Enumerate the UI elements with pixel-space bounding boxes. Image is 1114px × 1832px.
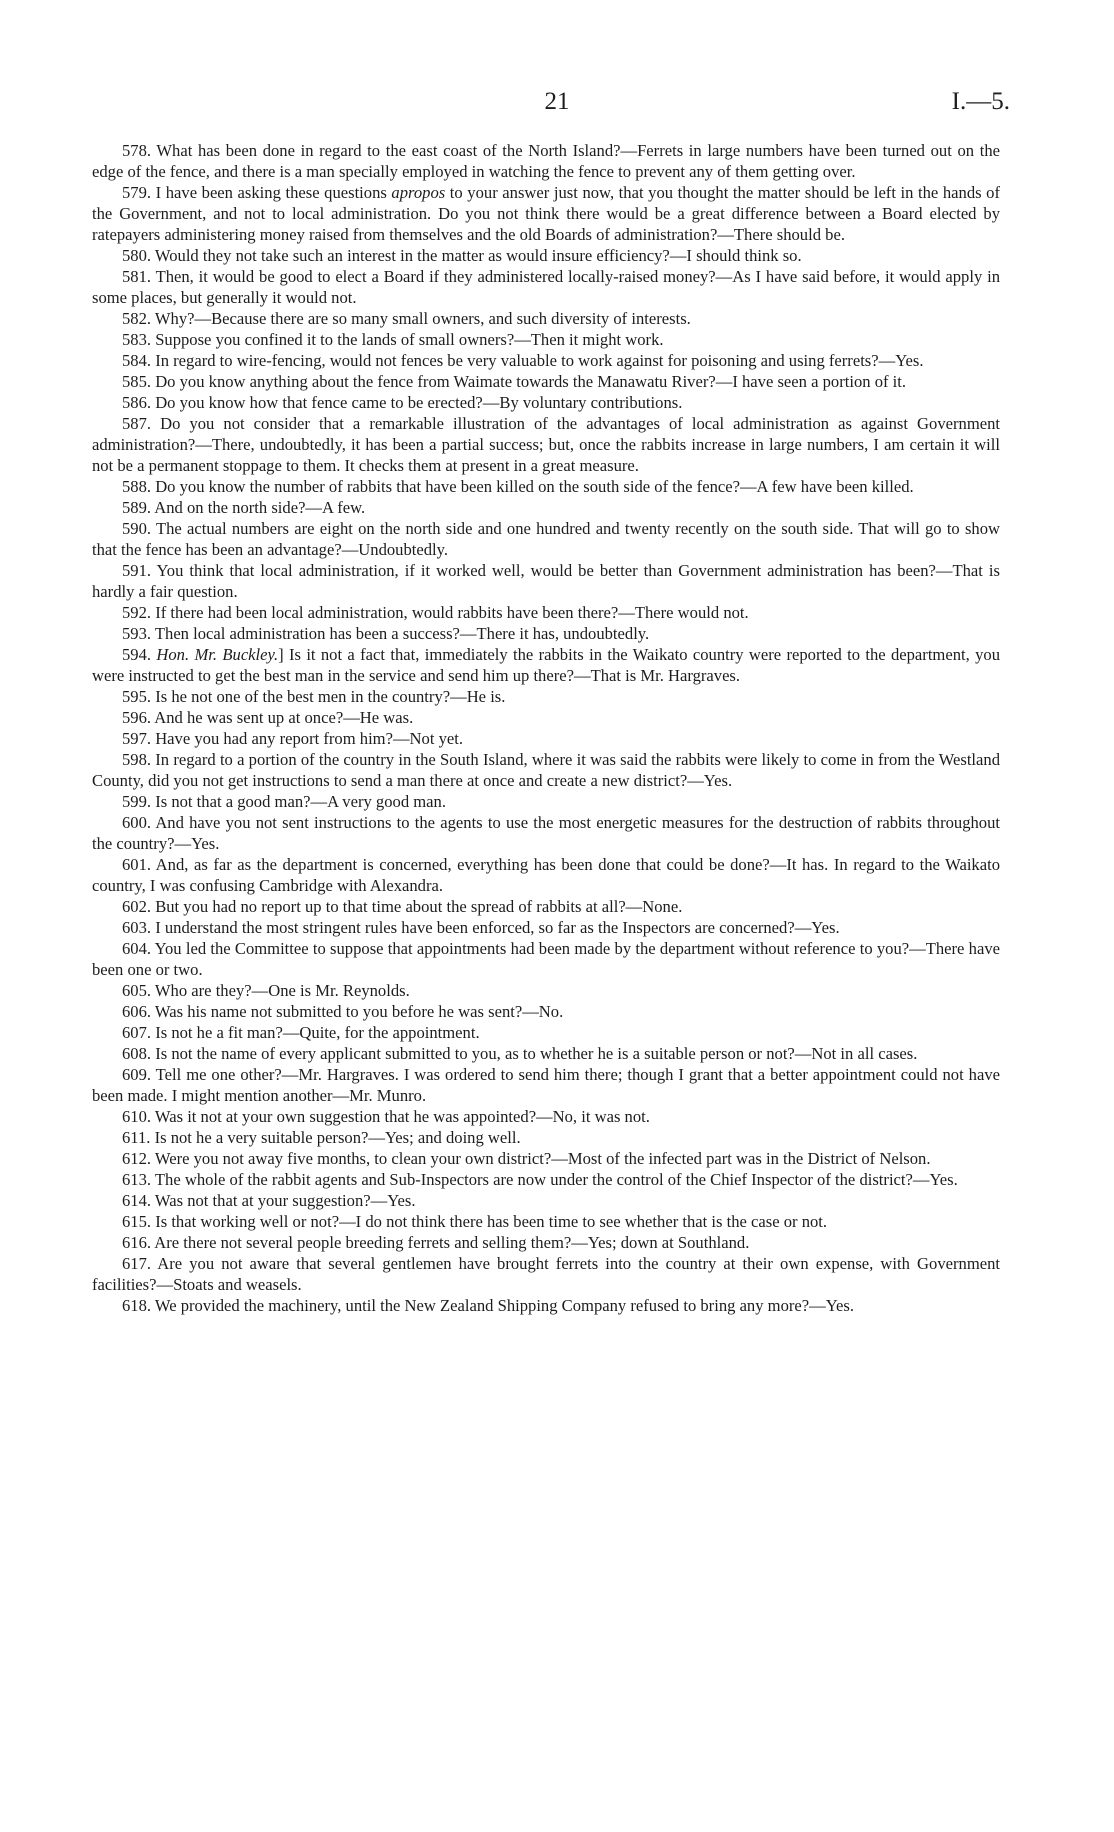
paragraph-609: 609. Tell me one other?—Mr. Hargraves. I was ordered to send him there; though I grant that a better appointment could not have been made. I might mention another—Mr. Munro. xyxy=(92,1065,1000,1105)
paragraph-602: 602. But you had no report up to that time about the spread of rabbits at all?—None. xyxy=(122,897,683,916)
page-number: 21 xyxy=(544,88,570,115)
paragraph-614: 614. Was not that at your suggestion?—Yes. xyxy=(122,1191,416,1210)
document-reference: I.—5. xyxy=(951,88,1010,115)
paragraph-601: 601. And, as far as the department is concerned, everything has been done that could be done?—It has. In regard to the Waikato country, I was confusing Cambridge with Alexandra. xyxy=(92,855,1000,895)
paragraph-592: 592. If there had been local administration, would rabbits have been there?—There would not. xyxy=(122,603,749,622)
paragraph-616: 616. Are there not several people breeding ferrets and selling them?—Yes; down at Southland. xyxy=(122,1233,750,1252)
paragraph-590: 590. The actual numbers are eight on the north side and one hundred and twenty recently on the south side. That will go to show that the fence has been an advantage?—Undoubtedly. xyxy=(92,519,1000,559)
paragraph-579: 579. I have been asking these questions apropos to your answer just now, that you thought the matter should be left in the hands of the Government, and not to local administration. Do you not think there would be a great difference between a Board elected by ratepayers administering money raised from themselves and the old Boards of administration?—There should be. xyxy=(92,183,1000,244)
paragraph-597: 597. Have you had any report from him?—Not yet. xyxy=(122,729,464,748)
italic-speaker: Hon. Mr. Buckley. xyxy=(156,645,279,664)
paragraph-594: 594. Hon. Mr. Buckley.] Is it not a fact that, immediately the rabbits in the Waikato country were reported to the department, you were instructed to get the best man in the service and send him up there?—That is Mr. Hargraves. xyxy=(92,645,1000,685)
paragraph-589: 589. And on the north side?—A few. xyxy=(122,498,366,517)
paragraph-593: 593. Then local administration has been a success?—There it has, undoubtedly. xyxy=(122,624,650,643)
paragraph-584: 584. In regard to wire-fencing, would not fences be very valuable to work against for poisoning and using ferrets?—Yes. xyxy=(122,351,924,370)
paragraph-615: 615. Is that working well or not?—I do not think there has been time to see whether that is the case or not. xyxy=(122,1212,828,1231)
italic-apropos: apropos xyxy=(391,183,446,202)
paragraph-604: 604. You led the Committee to suppose that appointments had been made by the department without reference to you?—There have been one or two. xyxy=(92,939,1000,979)
paragraph-611: 611. Is not he a very suitable person?—Yes; and doing well. xyxy=(122,1128,521,1147)
paragraph-580: 580. Would they not take such an interest in the matter as would insure efficiency?—I should think so. xyxy=(122,246,802,265)
paragraph-588: 588. Do you know the number of rabbits that have been killed on the south side of the fence?—A few have been killed. xyxy=(122,477,914,496)
paragraph-586: 586. Do you know how that fence came to be erected?—By voluntary contributions. xyxy=(122,393,683,412)
paragraph-605: 605. Who are they?—One is Mr. Reynolds. xyxy=(122,981,410,1000)
paragraph-581: 581. Then, it would be good to elect a Board if they administered locally-raised money?—As I have said before, it would apply in some places, but generally it would not. xyxy=(92,267,1000,307)
paragraph-612: 612. Were you not away five months, to clean your own district?—Most of the infected part was in the District of Nelson. xyxy=(122,1149,931,1168)
paragraph-587: 587. Do you not consider that a remarkable illustration of the advantages of local administration as against Government administration?—There, undoubtedly, it has been a partial success; but, once the rabbits increase in large numbers, I am certain it will not be a permanent stoppage to them. It checks them at present in a great measure. xyxy=(92,414,1000,475)
paragraph-596: 596. And he was sent up at once?—He was. xyxy=(122,708,414,727)
paragraph-613: 613. The whole of the rabbit agents and Sub-Inspectors are now under the control of the Chief Inspector of the district?—Yes. xyxy=(122,1170,958,1189)
paragraph-582: 582. Why?—Because there are so many small owners, and such diversity of interests. xyxy=(122,309,691,328)
paragraph-583: 583. Suppose you confined it to the lands of small owners?—Then it might work. xyxy=(122,330,664,349)
paragraph-617: 617. Are you not aware that several gentlemen have brought ferrets into the country at their own expense, with Government facilities?—Stoats and weasels. xyxy=(92,1254,1000,1294)
paragraph-610: 610. Was it not at your own suggestion that he was appointed?—No, it was not. xyxy=(122,1107,650,1126)
paragraph-598: 598. In regard to a portion of the country in the South Island, where it was said the rabbits were likely to come in from the Westland County, did you not get instructions to send a man there at once and create a new district?—Yes. xyxy=(92,750,1000,790)
paragraph-606: 606. Was his name not submitted to you before he was sent?—No. xyxy=(122,1002,564,1021)
paragraph-603: 603. I understand the most stringent rules have been enforced, so far as the Inspectors are concerned?—Yes. xyxy=(122,918,840,937)
paragraph-585: 585. Do you know anything about the fence from Waimate towards the Manawatu River?—I have seen a portion of it. xyxy=(122,372,907,391)
page-header xyxy=(0,88,1114,128)
paragraph-618: 618. We provided the machinery, until the New Zealand Shipping Company refused to bring any more?—Yes. xyxy=(122,1296,855,1315)
paragraph-578: 578. What has been done in regard to the east coast of the North Island?—Ferrets in large numbers have been turned out on the edge of the fence, and there is a man specially employed in watching the fence to prevent any of them getting over. xyxy=(92,141,1000,181)
paragraph-595: 595. Is he not one of the best men in the country?—He is. xyxy=(122,687,506,706)
paragraph-600: 600. And have you not sent instructions to the agents to use the most energetic measures for the destruction of rabbits throughout the country?—Yes. xyxy=(92,813,1000,853)
paragraph-608: 608. Is not the name of every applicant submitted to you, as to whether he is a suitable person or not?—Not in all cases. xyxy=(122,1044,918,1063)
document-body xyxy=(92,140,1000,1316)
paragraph-591: 591. You think that local administration, if it worked well, would be better than Government administration has been?—That is hardly a fair question. xyxy=(92,561,1000,601)
paragraph-599: 599. Is not that a good man?—A very good man. xyxy=(122,792,446,811)
paragraph-607: 607. Is not he a fit man?—Quite, for the appointment. xyxy=(122,1023,480,1042)
